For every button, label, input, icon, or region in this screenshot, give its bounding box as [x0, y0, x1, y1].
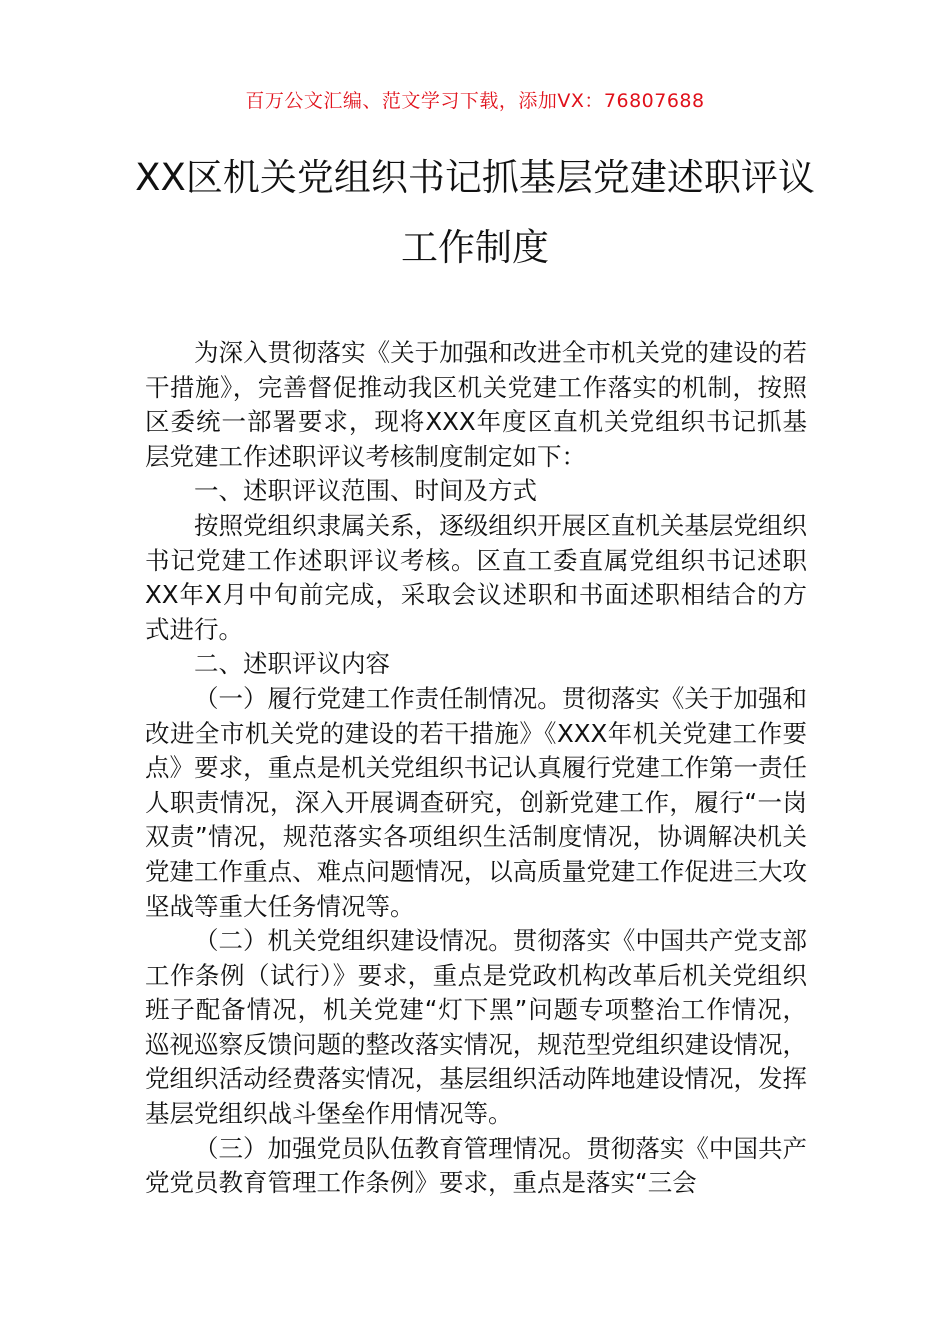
- document-title-line-2: 工作制度: [401, 226, 549, 269]
- section-heading-1: 一、述职评议范围、时间及方式: [194, 476, 537, 506]
- document-body: [145, 336, 807, 1201]
- document-title-line-1: XX区机关党组织书记抓基层党建述职评议: [135, 156, 815, 199]
- paragraph-item-2: （二）机关党组织建设情况。贯彻落实《中国共产党支部工作条例（试行）》要求，重点是党政机构改革后机关党组织班子配备情况，机关党建“灯下黑”问题专项整治工作情况，巡视巡察反馈问题的整改落实情况，规范型党组织建设情况，党组织活动经费落实情况，基层组织活动阵地建设情况，发挥基层党组织战斗堡垒作用情况等。: [145, 926, 807, 1129]
- paragraph-intro: 为深入贯彻落实《关于加强和改进全市机关党的建设的若干措施》，完善督促推动我区机关党建工作落实的机制，按照区委统一部署要求，现将XXX年度区直机关党组织书记抓基层党建工作述职评议考核制度制定如下：: [145, 338, 807, 471]
- header-note: 百万公文汇编、范文学习下载，添加VX：76807688: [245, 90, 705, 112]
- paragraph-item-3: （三）加强党员队伍教育管理情况。贯彻落实《中国共产党党员教育管理工作条例》要求，重点是落实“三会: [145, 1133, 807, 1198]
- paragraph-scope: 按照党组织隶属关系，逐级组织开展区直机关基层党组织书记党建工作述职评议考核。区直工委直属党组织书记述职XX年X月中旬前完成，采取会议述职和书面述职相结合的方式进行。: [145, 510, 807, 644]
- paragraph-item-1: （一）履行党建工作责任制情况。贯彻落实《关于加强和改进全市机关党的建设的若干措施》《XXX年机关党建工作要点》要求，重点是机关党组织书记认真履行党建工作第一责任人职责情况，深入开展调查研究，创新党建工作，履行“一岗双责”情况，规范落实各项组织生活制度情况，协调解决机关党建工作重点、难点问题情况，以高质量党建工作促进三大攻坚战等重大任务情况等。: [145, 683, 807, 921]
- section-heading-2: 二、述职评议内容: [194, 649, 390, 679]
